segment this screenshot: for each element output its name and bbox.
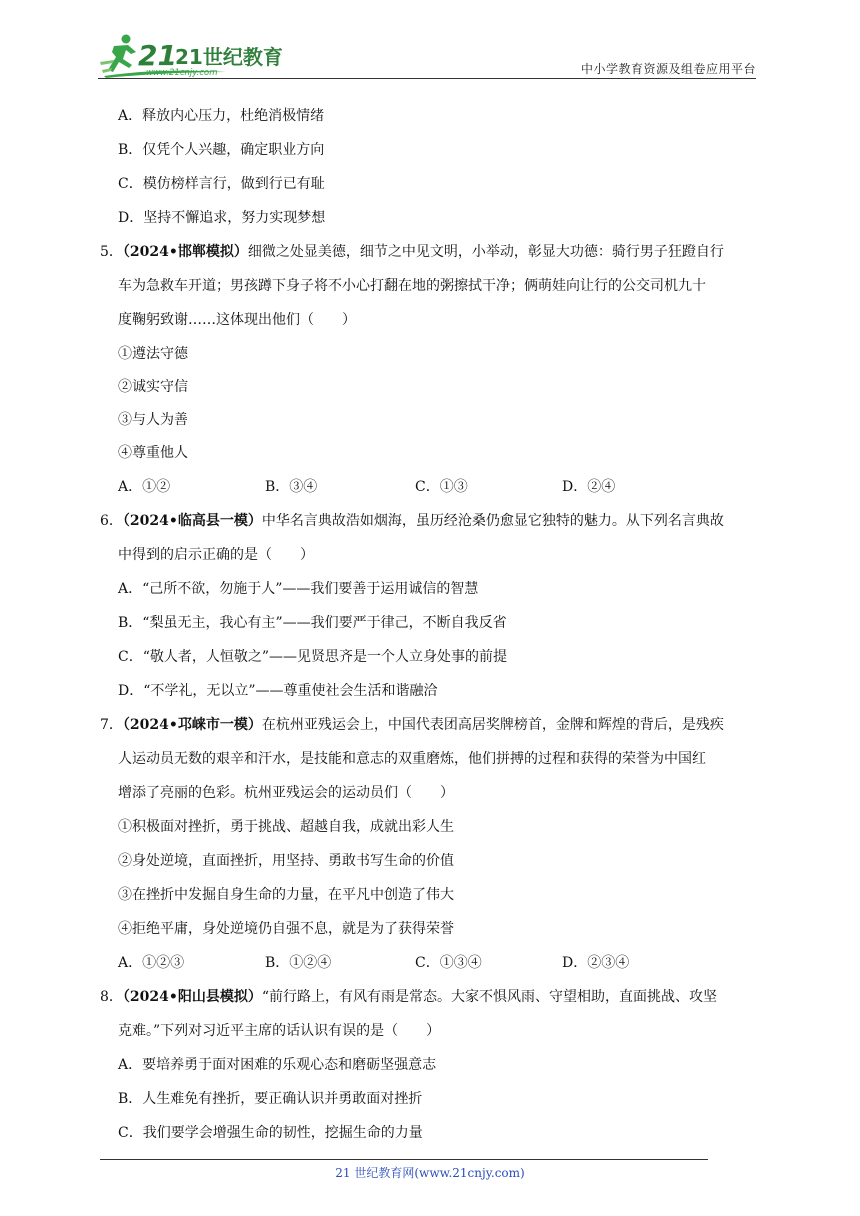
question-number: 5． bbox=[100, 244, 123, 260]
footer-divider bbox=[100, 1159, 708, 1160]
text-line: 车为急救车开道；男孩蹲下身子将不小心打翻在地的粥擦拭干净；俩萌娃向让行的公交司机九十 bbox=[118, 278, 706, 294]
question-number: 8． bbox=[100, 989, 123, 1005]
question-source: （2024•临高县一模） bbox=[122, 513, 262, 529]
answer-option: D．②③④ bbox=[562, 955, 630, 971]
text-line: ④拒绝平庸，身处逆境仍自强不息，就是为了获得荣誉 bbox=[118, 921, 454, 937]
answer-option: B．③④ bbox=[265, 479, 318, 495]
question-number: 7． bbox=[100, 717, 123, 733]
page-footer[interactable]: 21 世纪教育网(www.21cnjy.com) bbox=[335, 1166, 525, 1180]
question-number: 6． bbox=[100, 513, 123, 529]
answer-option: B．①②④ bbox=[265, 955, 332, 971]
text-line: 克难。”下列对习近平主席的话认识有误的是（ ） bbox=[118, 1023, 441, 1039]
text-line: B．仅凭个人兴趣，确定职业方向 bbox=[118, 142, 325, 158]
text-line: ②身处逆境，直面挫折，用坚持、勇敢书写生命的价值 bbox=[118, 853, 454, 869]
header-divider bbox=[98, 78, 756, 79]
text-line: D．“不学礼，无以立”——尊重使社会生活和谐融洽 bbox=[118, 683, 438, 699]
answer-option: A．①②③ bbox=[118, 955, 185, 971]
platform-title: 中小学教育资源及组卷应用平台 bbox=[580, 62, 756, 76]
running-man-logo-icon bbox=[98, 32, 283, 78]
text-line: ③在挫折中发掘自身生命的力量，在平凡中创造了伟大 bbox=[118, 887, 454, 903]
text-line: C．“敬人者，人恒敬之”——见贤思齐是一个人立身处事的前提 bbox=[118, 649, 508, 665]
svg-text:www.21cnjy.com: www.21cnjy.com bbox=[146, 68, 218, 78]
text-line: 度鞠躬致谢……这体现出他们（ ） bbox=[118, 312, 356, 328]
text-line: ③与人为善 bbox=[118, 412, 188, 428]
text-line: ①遵法守德 bbox=[118, 346, 188, 362]
text-line: C．我们要学会增强生命的韧性，挖掘生命的力量 bbox=[118, 1125, 423, 1141]
text-line: A．释放内心压力，杜绝消极情绪 bbox=[118, 108, 325, 124]
text-line: B．“梨虽无主，我心有主”——我们要严于律己，不断自我反省 bbox=[118, 615, 507, 631]
svg-text:21: 21 bbox=[138, 39, 177, 72]
question-text: “前行路上，有风有雨是常态。大家不惧风雨、守望相助，直面挑战、攻坚 bbox=[261, 989, 717, 1005]
answer-option: A．①② bbox=[118, 479, 171, 495]
page-header bbox=[98, 32, 756, 80]
answer-option: D．②④ bbox=[562, 479, 616, 495]
answer-option: C．①③ bbox=[415, 479, 468, 495]
text-line: D．坚持不懈追求，努力实现梦想 bbox=[118, 210, 326, 226]
text-line: 中得到的启示正确的是（ ） bbox=[118, 547, 314, 563]
text-line: ②诚实守信 bbox=[118, 379, 188, 395]
text-line: A．要培养勇于面对困难的乐观心态和磨砺坚强意志 bbox=[118, 1057, 437, 1073]
question-text: 细微之处显美德，细节之中见文明，小举动，彰显大功德：骑行男子狂蹬自行 bbox=[247, 244, 724, 260]
question-text: 在杭州亚残运会上，中国代表团高居奖牌榜首，金牌和辉煌的背后，是残疾 bbox=[261, 717, 724, 733]
question-stem bbox=[100, 511, 724, 531]
question-source: （2024•邛崃市一模） bbox=[122, 717, 262, 733]
question-source: （2024•邯郸模拟） bbox=[122, 244, 248, 260]
site-logo[interactable] bbox=[98, 32, 283, 78]
text-line: C．模仿榜样言行，做到行已有耻 bbox=[118, 176, 325, 192]
text-line: B．人生难免有挫折，要正确认识并勇敢面对挫折 bbox=[118, 1091, 423, 1107]
question-source: （2024•阳山县模拟） bbox=[122, 989, 262, 1005]
answer-option: C．①③④ bbox=[415, 955, 482, 971]
question-text: 中华名言典故浩如烟海，虽历经沧桑仍愈显它独特的魅力。从下列名言典故 bbox=[261, 513, 724, 529]
text-line: ④尊重他人 bbox=[118, 445, 188, 461]
question-stem bbox=[100, 987, 717, 1007]
question-stem bbox=[100, 715, 724, 735]
text-line: 人运动员无数的艰辛和汗水，是技能和意志的双重磨炼，他们拼搏的过程和获得的荣誉为中国红 bbox=[118, 751, 706, 767]
svg-text:21世纪教育: 21世纪教育 bbox=[175, 45, 283, 69]
question-stem bbox=[100, 242, 724, 262]
text-line: A．“己所不欲，勿施于人”——我们要善于运用诚信的智慧 bbox=[118, 581, 479, 597]
text-line: ①积极面对挫折，勇于挑战、超越自我，成就出彩人生 bbox=[118, 819, 454, 835]
text-line: 增添了亮丽的色彩。杭州亚残运会的运动员们（ ） bbox=[118, 785, 454, 801]
